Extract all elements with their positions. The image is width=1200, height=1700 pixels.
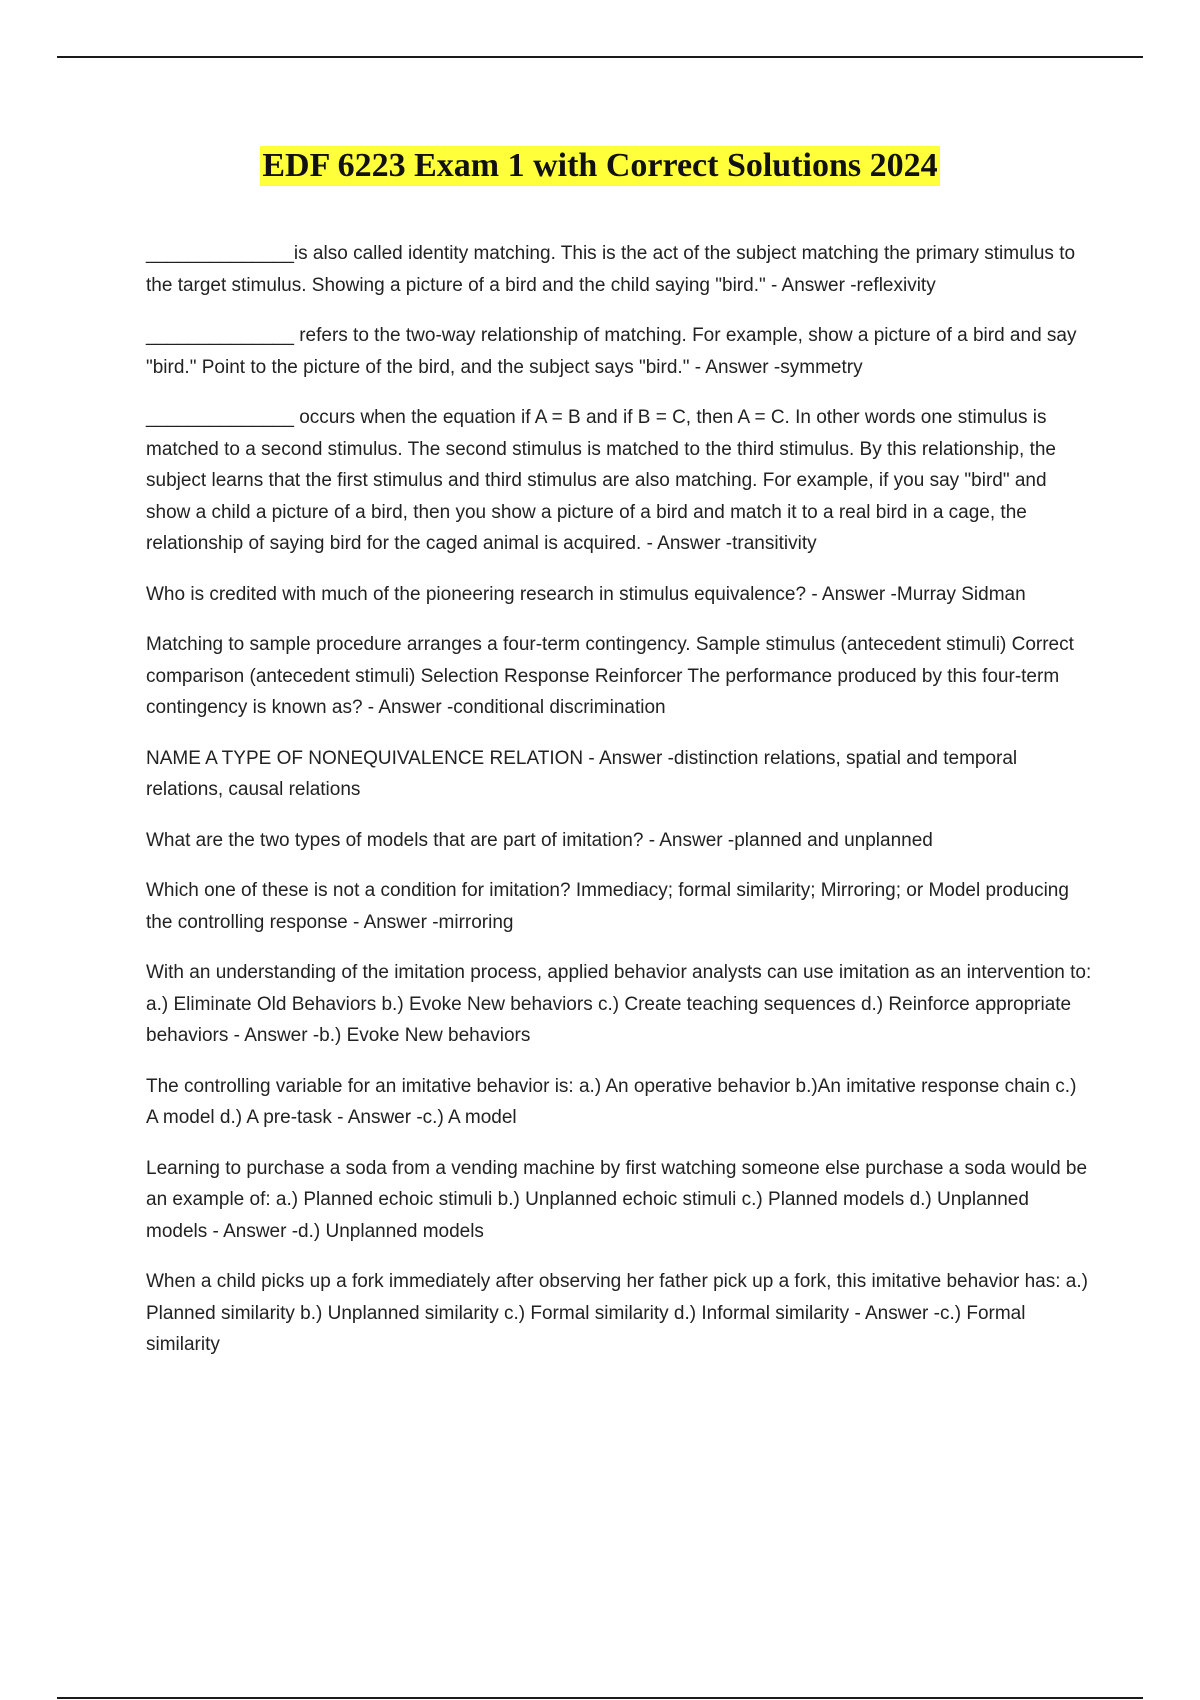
- bottom-divider: [57, 1697, 1143, 1699]
- title-container: [0, 146, 1200, 186]
- qa-item: NAME A TYPE OF NONEQUIVALENCE RELATION - Answer -distinction relations, spatial and temporal relations, causal relations: [146, 747, 1018, 800]
- qa-item: Which one of these is not a condition for imitation? Immediacy; formal similarity; Mirroring; or Model producing the controlling response - Answer -mirroring: [146, 880, 1069, 933]
- qa-item: ______________is also called identity matching. This is the act of the subject matching the primary stimulus to the target stimulus. Showing a picture of a bird and the child saying "bird." - Answer -reflexivity: [146, 243, 1076, 296]
- qa-item: Matching to sample procedure arranges a four-term contingency. Sample stimulus (antecedent stimuli) Correct comparison (antecedent stimuli) Selection Response Reinforcer The performance produced by this four-term contingency is known as? - Answer -conditional discrimination: [146, 634, 1074, 718]
- qa-item: With an understanding of the imitation process, applied behavior analysts can use imitation as an intervention to: a.) Eliminate Old Behaviors b.) Evoke New behaviors c.) Create teaching sequences d.) Reinforce appropriate behaviors - Answer -b.) Evoke New behaviors: [146, 962, 1092, 1046]
- qa-item: The controlling variable for an imitative behavior is: a.) An operative behavior b.)An imitative response chain c.) A model d.) A pre-task - Answer -c.) A model: [146, 1075, 1077, 1128]
- qa-item: When a child picks up a fork immediately after observing her father pick up a fork, this imitative behavior has: a.) Planned similarity b.) Unplanned similarity c.) Formal similarity d.) Informal similarity - Answer -c.) Formal similarity: [146, 1271, 1088, 1355]
- qa-item: What are the two types of models that are part of imitation? - Answer -planned and unplanned: [146, 829, 933, 851]
- top-divider: [57, 56, 1143, 58]
- qa-item: ______________ occurs when the equation if A = B and if B = C, then A = C. In other words one stimulus is matched to a second stimulus. The second stimulus is matched to the third stimulus. By this relationship, the subject learns that the first stimulus and third stimulus are also matching. For example, if you say "bird" and show a child a picture of a bird, then you show a picture of a bird and match it to a real bird in a cage, the relationship of saying bird for the caged animal is acquired. - Answer -transitivity: [146, 407, 1056, 554]
- qa-list: [146, 238, 1092, 1380]
- qa-item: Who is credited with much of the pioneering research in stimulus equivalence? - Answer -Murray Sidman: [146, 583, 1026, 605]
- qa-item: ______________ refers to the two-way relationship of matching. For example, show a picture of a bird and say "bird." Point to the picture of the bird, and the subject says "bird." - Answer -symmetry: [146, 325, 1077, 378]
- qa-item: Learning to purchase a soda from a vending machine by first watching someone else purchase a soda would be an example of: a.) Planned echoic stimuli b.) Unplanned echoic stimuli c.) Planned models d.) Unplanned models - Answer -d.) Unplanned models: [146, 1157, 1088, 1242]
- document-title: EDF 6223 Exam 1 with Correct Solutions 2024: [262, 147, 938, 184]
